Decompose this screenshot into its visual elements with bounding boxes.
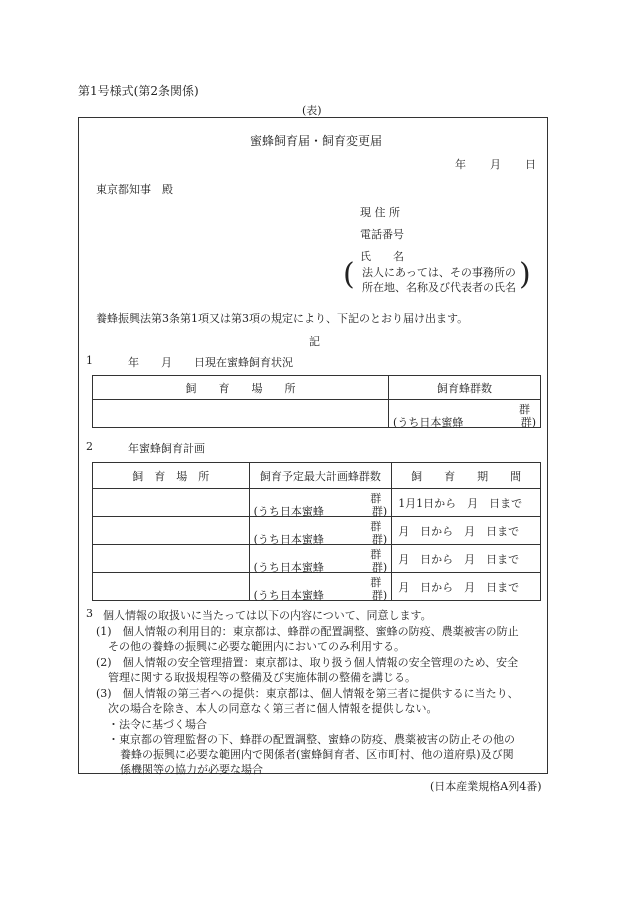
corporate-note-1: 法人にあっては、その事務所の [362, 266, 516, 279]
section1-unit: 群 [519, 403, 530, 416]
section3-item3-line1: (3) 個人情報の第三者への提供：東京都は、個人情報を第三者に提供するに当たり、 [96, 687, 519, 700]
section3-item3-line2: 次の場合を除き、本人の同意なく第三者に個人情報を提供しない。 [108, 702, 438, 715]
section2-unit: 群 [370, 492, 382, 505]
section3-bullet2-line3: 係機関等の協力が必要な場合 [120, 763, 263, 776]
section1-heading: 日現在蜜蜂飼育状況 [194, 356, 293, 369]
section2-japanese-bee: (うち日本蜜蜂 [253, 561, 324, 574]
addressee: 東京都知事 殿 [96, 183, 173, 196]
section3-bullet2-line1: ・東京都の管理監督の下、蜂群の配置調整、蜜蜂の防疫、農薬被害の防止その他の [108, 733, 515, 746]
section2-heading: 年蜜蜂飼育計画 [128, 442, 205, 455]
corporate-note-2: 所在地、名称及び代表者の氏名 [362, 281, 516, 294]
section1-unit-close: 群) [520, 416, 536, 429]
form-title: 蜜蜂飼育届・飼育変更届 [250, 134, 383, 148]
section2-unit: 群 [370, 520, 382, 533]
section1-col-place: 飼 育 場 所 [93, 376, 389, 400]
section1-japanese-bee: (うち日本蜜蜂 [393, 416, 464, 429]
address-label: 現 住 所 [360, 206, 400, 219]
section1-col-count: 飼育蜂群数 [389, 376, 541, 400]
section2-col-period: 飼 育 期 間 [392, 463, 541, 489]
section2-place-cell[interactable] [93, 573, 250, 601]
section2-japanese-bee: (うち日本蜜蜂 [253, 533, 324, 546]
section2-table [92, 462, 541, 601]
paper-size-note: (日本産業規格A列4番) [430, 780, 542, 793]
section2-period-cell[interactable]: 月 日から 月 日まで [392, 573, 541, 601]
section1-place-cell[interactable] [93, 400, 389, 428]
section3-bullet1: ・法令に基づく場合 [108, 718, 207, 731]
section2-col-place: 飼 育 場 所 [93, 463, 250, 489]
section3-item2-line1: (2) 個人情報の安全管理措置：東京都は、取り扱う個人情報の安全管理のため、安全 [96, 656, 519, 669]
section1-year: 年 [128, 356, 139, 369]
section1-count-cell[interactable] [389, 400, 541, 428]
section2-place-cell[interactable] [93, 517, 250, 545]
bracket-close: ) [519, 257, 531, 292]
section3-bullet2-line2: 養蜂の振興に必要な範囲内で関係者(蜜蜂飼育者、区市町村、他の道府県)及び関 [120, 748, 514, 761]
section2-unit: 群 [370, 576, 382, 589]
section1-number: 1 [86, 354, 93, 367]
phone-label: 電話番号 [360, 228, 404, 241]
section3-item1-line2: その他の養蜂の振興に必要な範囲内においてのみ利用する。 [108, 640, 405, 653]
section2-unit-close: 群) [371, 505, 388, 518]
section3-item1-line1: (1) 個人情報の利用目的：東京都は、蜂群の配置調整、蜜蜂の防疫、農薬被害の防止 [96, 625, 519, 638]
side-label: (表) [302, 104, 322, 117]
section2-number: 2 [86, 440, 93, 453]
section2-max-cell[interactable] [249, 545, 392, 573]
section2-japanese-bee: (うち日本蜜蜂 [253, 589, 324, 602]
name-label: 氏 名 [360, 250, 404, 263]
section2-period-cell[interactable]: 月 日から 月 日まで [392, 517, 541, 545]
section2-unit: 群 [370, 548, 382, 561]
section3-item2-line2: 管理に関する取扱規程等の整備及び実施体制の整備を講じる。 [108, 671, 416, 684]
section2-max-cell[interactable] [249, 517, 392, 545]
section2-period-cell[interactable]: 月 日から 月 日まで [392, 545, 541, 573]
date-month: 月 [490, 158, 501, 171]
section2-max-cell[interactable] [249, 573, 392, 601]
section1-month: 月 [161, 356, 172, 369]
section2-unit-close: 群) [371, 561, 388, 574]
section2-col-max: 飼育予定最大計画蜂群数 [249, 463, 392, 489]
section3-heading: 個人情報の取扱いに当たっては以下の内容について、同意します。 [103, 609, 432, 622]
section2-max-cell[interactable] [249, 489, 392, 517]
bracket-open: ( [343, 257, 355, 292]
section1-table [92, 375, 541, 428]
record-mark: 記 [309, 335, 320, 348]
section2-unit-close: 群) [371, 533, 388, 546]
section2-place-cell[interactable] [93, 489, 250, 517]
form-number: 第1号様式(第2条関係) [78, 84, 199, 98]
date-year: 年 [455, 158, 466, 171]
section2-unit-close: 群) [371, 589, 388, 602]
section2-japanese-bee: (うち日本蜜蜂 [253, 505, 324, 518]
section2-period-cell[interactable]: 1月1日から 月 日まで [392, 489, 541, 517]
section3-number: 3 [86, 607, 93, 620]
date-day: 日 [525, 158, 536, 171]
section2-place-cell[interactable] [93, 545, 250, 573]
statement: 養蜂振興法第3条第1項又は第3項の規定により、下記のとおり届け出ます。 [96, 312, 469, 325]
